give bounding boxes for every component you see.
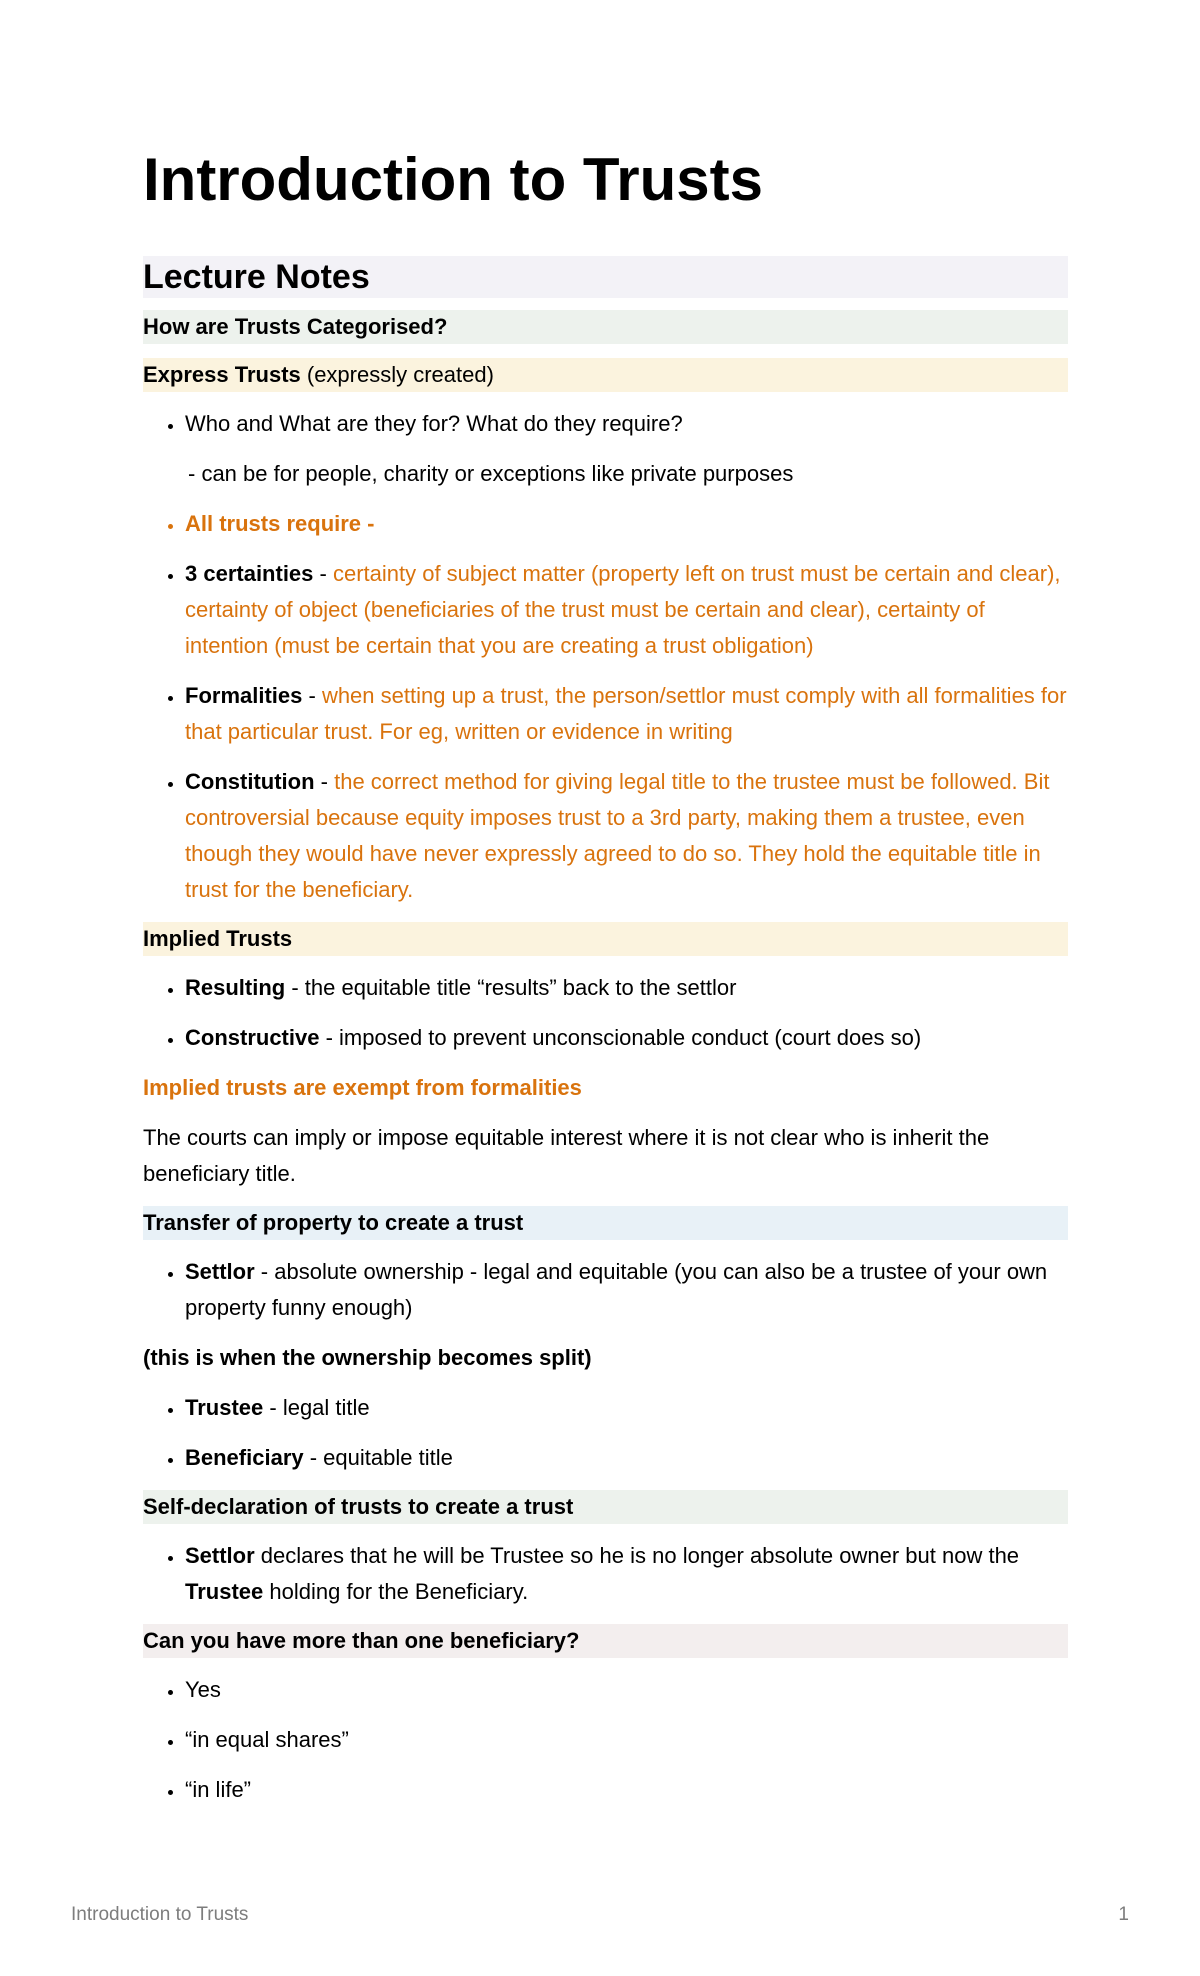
express-trusts-heading	[143, 358, 1068, 392]
list-item-settlor	[185, 1254, 1068, 1326]
beneficiary-label: Beneficiary	[185, 1445, 304, 1470]
resulting-text: - the equitable title “results” back to the settlor	[285, 975, 737, 1000]
footer-title: Introduction to Trusts	[71, 1904, 249, 1925]
more-than-one-heading: Can you have more than one beneficiary?	[143, 1624, 1068, 1658]
courts-paragraph: The courts can imply or impose equitable interest where it is not clear who is inherit the beneficiary title.	[143, 1125, 990, 1186]
list-item-resulting	[185, 970, 1068, 1006]
sub-note: - can be for people, charity or exceptions like private purposes	[188, 461, 794, 486]
self-declaration-list	[143, 1538, 1068, 1610]
separator: -	[313, 561, 333, 586]
express-trusts-label: Express Trusts	[143, 362, 301, 387]
split-note: (this is when the ownership becomes split)	[143, 1345, 592, 1370]
more-than-one-list	[143, 1672, 1068, 1808]
list-item-self-declaration	[185, 1538, 1068, 1610]
list-item-certainties	[185, 556, 1068, 664]
self-declaration-text-a: declares that he will be Trustee so he is no longer absolute owner but now the	[254, 1543, 1020, 1568]
express-list-b	[143, 506, 1068, 908]
list-item-beneficiary	[185, 1440, 1068, 1476]
trustee-label: Trustee	[185, 1579, 264, 1604]
beneficiary-text: - equitable title	[303, 1445, 453, 1470]
transfer-list-b	[143, 1390, 1068, 1476]
self-declaration-heading: Self-declaration of trusts to create a trust	[143, 1490, 1068, 1524]
list-item-in-life: • “in life”	[185, 1772, 1068, 1808]
trustee-label: Trustee	[185, 1395, 264, 1420]
page-number: 1	[1118, 1904, 1129, 1925]
page-title: Introduction to Trusts	[143, 146, 763, 213]
formalities-label: Formalities	[185, 683, 303, 708]
self-declaration-text-b: holding for the Beneficiary.	[263, 1579, 529, 1604]
page-footer	[71, 1904, 1129, 1926]
transfer-heading: Transfer of property to create a trust	[143, 1206, 1068, 1240]
express-trusts-note: (expressly created)	[300, 362, 494, 387]
constructive-text: - imposed to prevent unconscionable conduct (court does so)	[319, 1025, 922, 1050]
document-body	[143, 256, 1068, 1822]
list-item-yes: • Yes	[185, 1672, 1068, 1708]
constitution-text: the correct method for giving legal title to the trustee must be followed. Bit controversial because equity imposes trust to a 3rd party, making them a trustee, even though they would have never expressly agreed to do so. They hold the equitable title in trust for the beneficiary.	[185, 769, 1050, 902]
lecture-notes-heading: Lecture Notes	[143, 256, 1068, 298]
list-item-trustee	[185, 1390, 1068, 1426]
trustee-text: - legal title	[263, 1395, 370, 1420]
implied-exempt-note: Implied trusts are exempt from formalities	[143, 1075, 582, 1100]
implied-trusts-heading: Implied Trusts	[143, 922, 1068, 956]
categorised-heading: How are Trusts Categorised?	[143, 310, 1068, 344]
separator: -	[302, 683, 322, 708]
constructive-label: Constructive	[185, 1025, 320, 1050]
list-item-constitution	[185, 764, 1068, 908]
settlor-label: Settlor	[185, 1259, 255, 1284]
resulting-label: Resulting	[185, 975, 286, 1000]
implied-list	[143, 970, 1068, 1056]
settlor-text: - absolute ownership - legal and equitable (you can also be a trustee of your own property funny enough)	[185, 1259, 1048, 1320]
express-list-a	[143, 406, 1068, 442]
formalities-text: when setting up a trust, the person/settlor must comply with all formalities for that particular trust. For eg, written or evidence in writing	[185, 683, 1067, 744]
list-item-constructive	[185, 1020, 1068, 1056]
certainties-text: certainty of subject matter (property left on trust must be certain and clear), certainty of object (beneficiaries of the trust must be certain and clear), certainty of intention (must be certain that you are creating a trust obligation)	[185, 561, 1061, 658]
separator: -	[314, 769, 335, 794]
constitution-label: Constitution	[185, 769, 315, 794]
list-item-formalities	[185, 678, 1068, 750]
list-item-equal-shares: • “in equal shares”	[185, 1722, 1068, 1758]
list-item-who-what: • Who and What are they for? What do they require?	[185, 406, 1068, 442]
settlor-label: Settlor	[185, 1543, 255, 1568]
list-item-all-require: • All trusts require -	[185, 506, 1068, 542]
certainties-label: 3 certainties	[185, 561, 314, 586]
transfer-list-a	[143, 1254, 1068, 1326]
